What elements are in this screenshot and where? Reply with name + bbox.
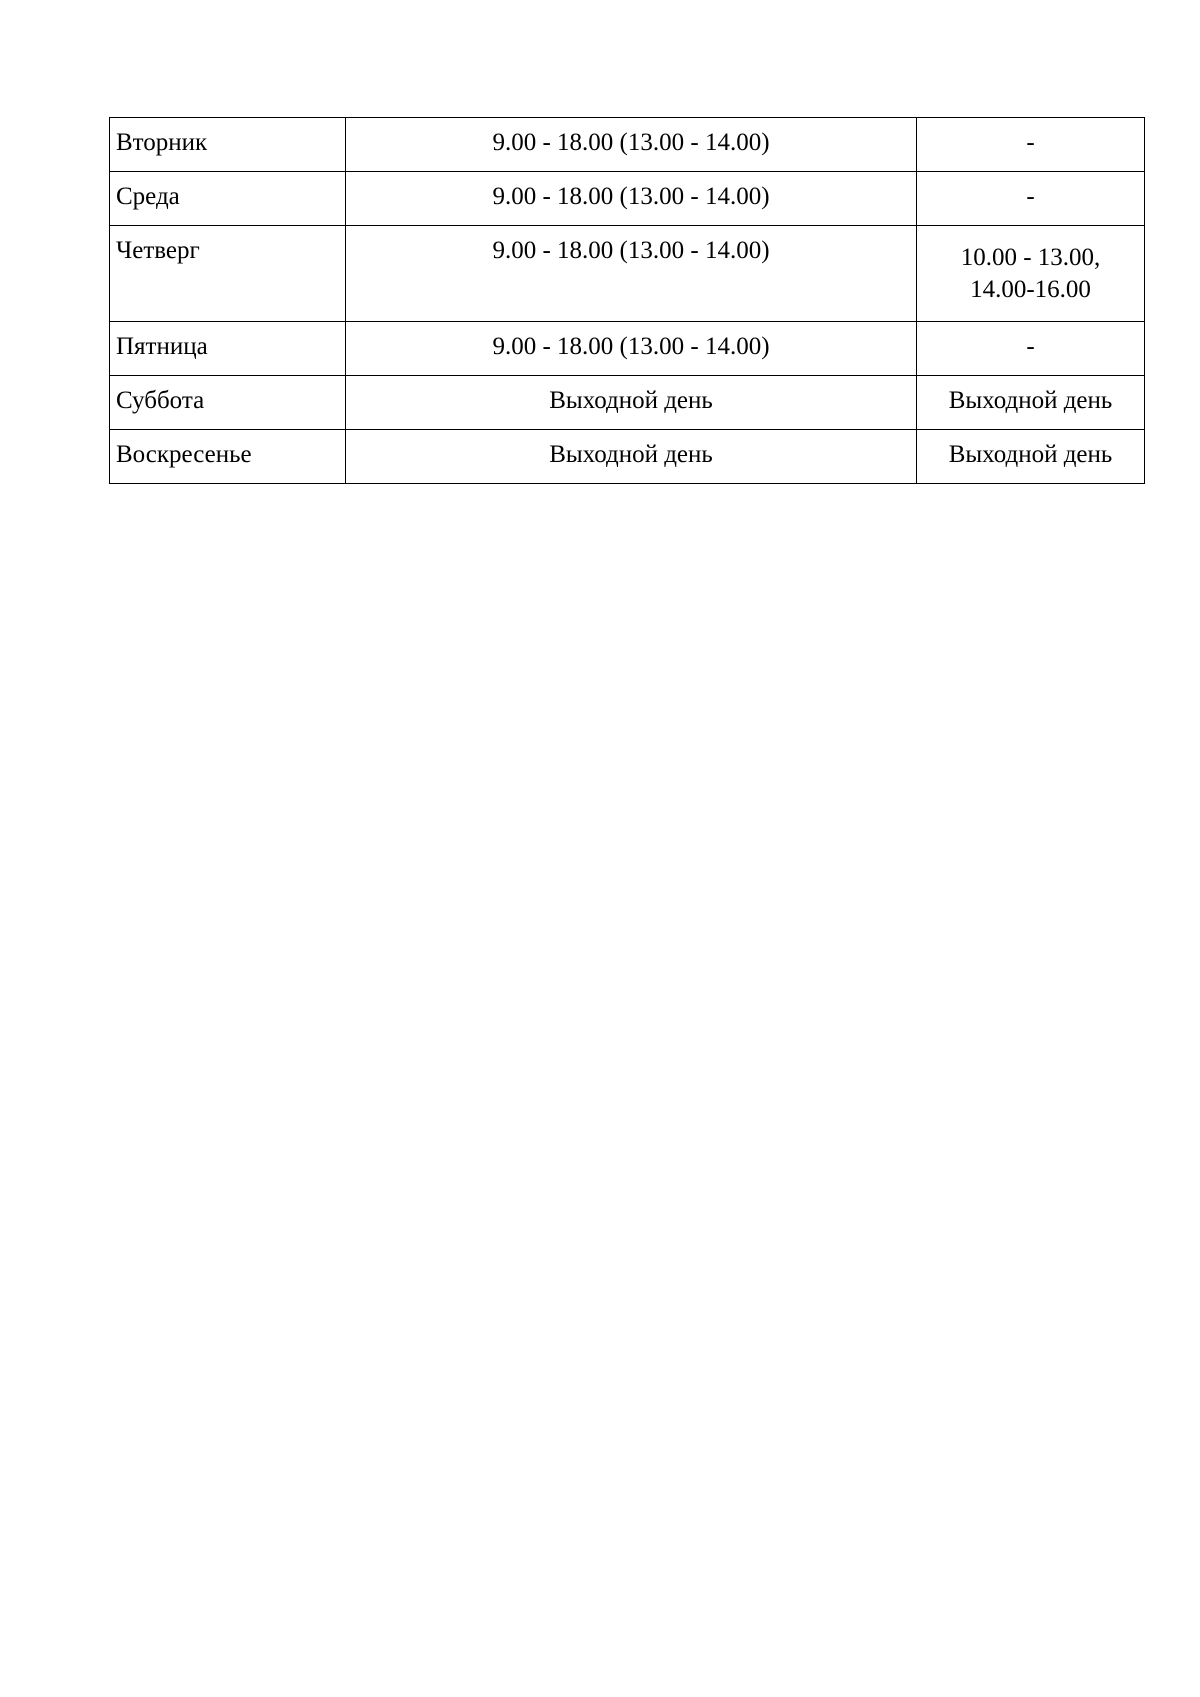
reception-hours-line: Выходной день [948, 441, 1113, 468]
day-cell: Пятница [110, 322, 346, 376]
table-row [110, 118, 1145, 172]
reception-hours-cell [917, 118, 1145, 172]
table-row [110, 226, 1145, 322]
reception-hours-line: 10.00 - 13.00, [960, 244, 1101, 271]
reception-hours-cell [917, 172, 1145, 226]
day-cell: Среда [110, 172, 346, 226]
work-hours-cell: Выходной день [346, 376, 917, 430]
work-hours-cell: 9.00 - 18.00 (13.00 - 14.00) [346, 322, 917, 376]
reception-hours-cell [917, 430, 1145, 484]
work-hours-cell: 9.00 - 18.00 (13.00 - 14.00) [346, 226, 917, 322]
work-hours-cell: 9.00 - 18.00 (13.00 - 14.00) [346, 118, 917, 172]
reception-hours-line: - [1026, 183, 1035, 210]
day-cell: Воскресенье [110, 430, 346, 484]
day-cell: Четверг [110, 226, 346, 322]
reception-hours-line: 14.00-16.00 [970, 276, 1091, 303]
table-row [110, 376, 1145, 430]
reception-hours-line: - [1026, 333, 1035, 360]
reception-hours-line: - [1026, 129, 1035, 156]
day-cell: Суббота [110, 376, 346, 430]
reception-hours-line: Выходной день [948, 387, 1113, 414]
schedule-table [109, 117, 1145, 484]
table-row [110, 172, 1145, 226]
reception-hours-cell [917, 226, 1145, 322]
table-row [110, 322, 1145, 376]
table-row [110, 430, 1145, 484]
day-cell: Вторник [110, 118, 346, 172]
reception-hours-cell [917, 322, 1145, 376]
work-hours-cell: Выходной день [346, 430, 917, 484]
reception-hours-cell [917, 376, 1145, 430]
work-hours-cell: 9.00 - 18.00 (13.00 - 14.00) [346, 172, 917, 226]
